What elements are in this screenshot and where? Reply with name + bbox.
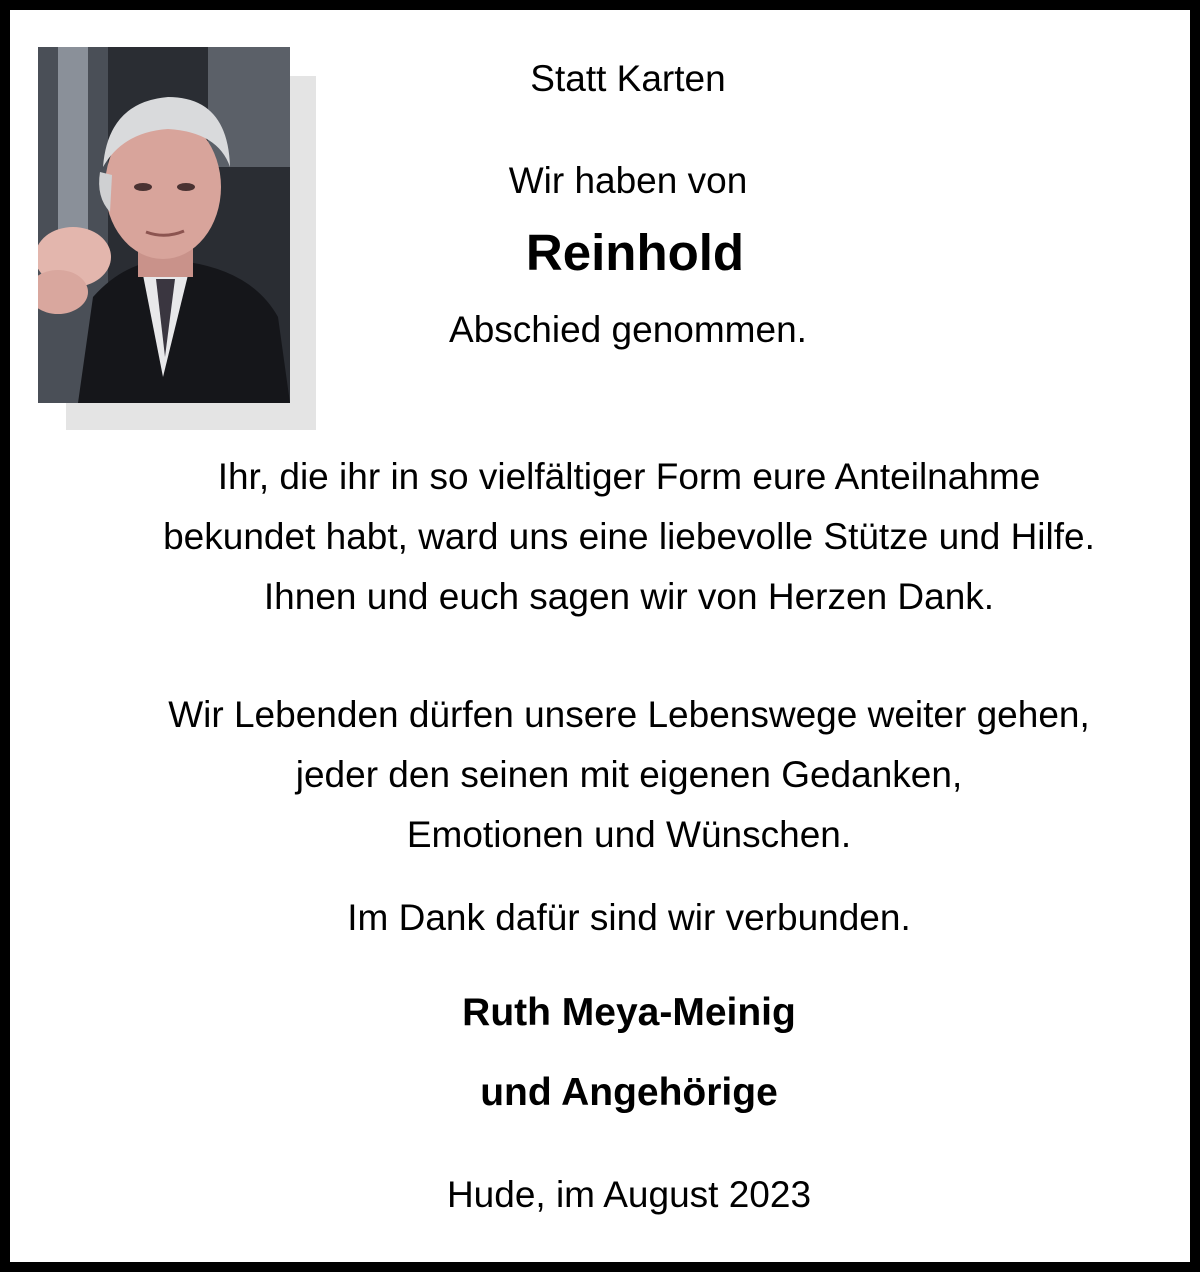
deceased-name: Reinhold (525, 224, 745, 281)
thanks-paragraph-line: Ihnen und euch sagen wir von Herzen Dank. (263, 576, 995, 617)
life-paths-paragraph (10, 685, 1200, 865)
thanks-paragraph (10, 447, 1200, 627)
signature-name: Ruth Meya-Meinig (462, 991, 796, 1034)
farewell-text: Abschied genommen. (449, 309, 807, 350)
header-statt-karten: Statt Karten (530, 58, 726, 99)
life-paths-paragraph-line: Emotionen und Wünschen. (406, 814, 852, 855)
thanks-paragraph-line: Ihr, die ihr in so vielfältiger Form eure Anteilnahme (217, 456, 1041, 497)
life-paths-paragraph-line: Wir Lebenden dürfen unsere Lebenswege weiter gehen, (168, 694, 1090, 735)
place-date: Hude, im August 2023 (446, 1174, 812, 1215)
signature-relatives: und Angehörige (480, 1071, 778, 1114)
thanks-paragraph-line: bekundet habt, ward uns eine liebevolle Stütze und Hilfe. (163, 516, 1095, 557)
life-paths-paragraph-line: jeder den seinen mit eigenen Gedanken, (295, 754, 963, 795)
intro-text: Wir haben von (508, 160, 748, 201)
gratitude-line: Im Dank dafür sind wir verbunden. (347, 897, 911, 938)
